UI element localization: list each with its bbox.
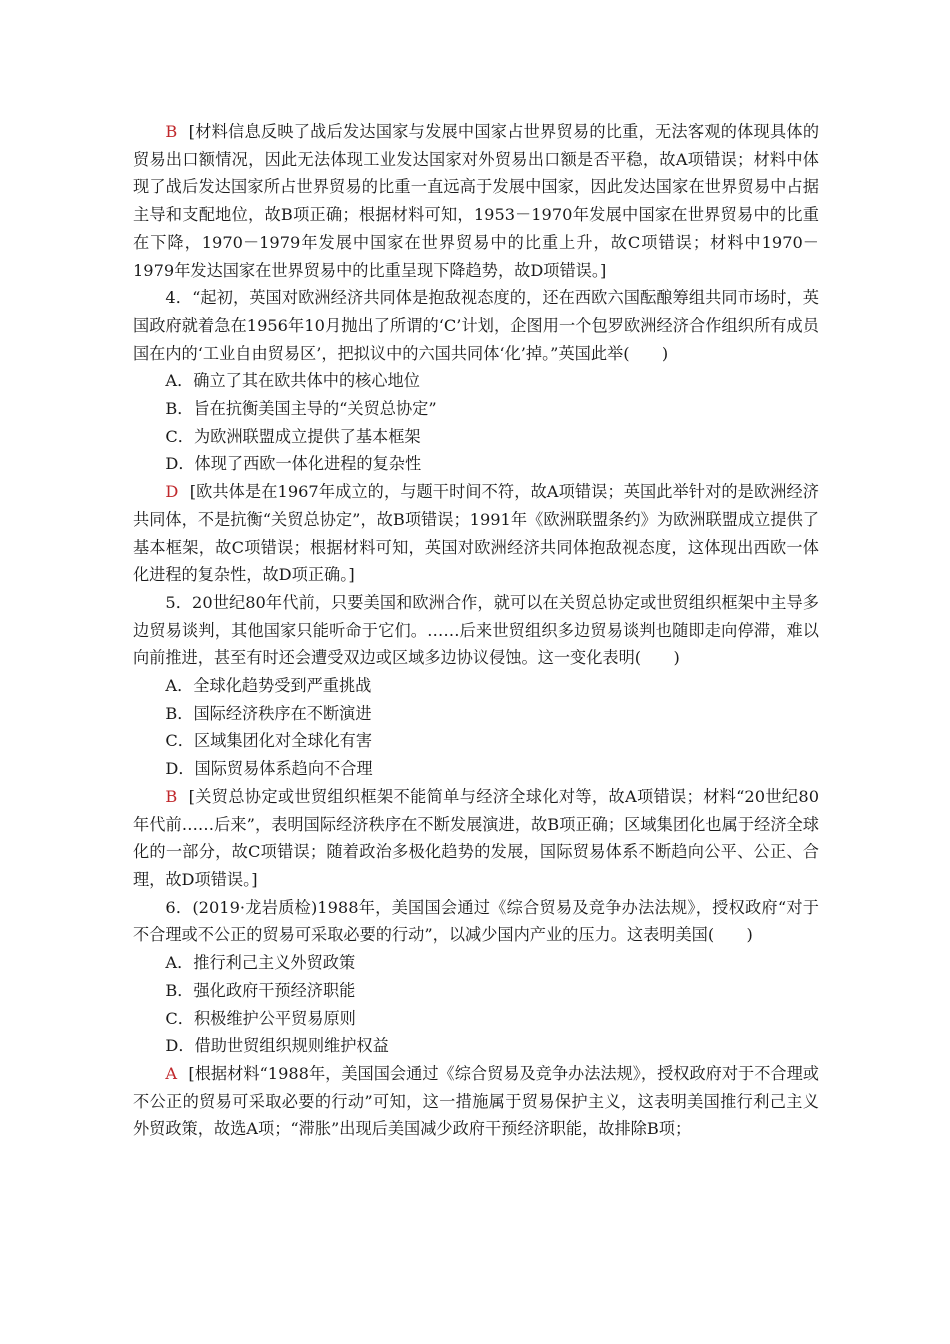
document-page (133, 118, 819, 1143)
question-6-option-b: B．强化政府干预经济职能 (165, 980, 356, 1000)
question-6-option-a: A．推行利己主义外贸政策 (165, 953, 356, 973)
explanation-q5 (133, 783, 819, 894)
explanation-text: [关贸总协定或世贸组织框架不能简单与经济全球化对等，故A项错误；材料“20世纪80年代前……后来”，表明国际经济秩序在不断发展演进，故B项正确；区域集团化也属于经济全球化的一部分，故C项错误；随着政治多极化趋势的发展，国际贸易体系不断趋向公平、公正、合理，故D项错误。] (133, 786, 819, 889)
question-6-option-c: C．积极维护公平贸易原则 (165, 1008, 356, 1028)
question-5-option-c: C．区域集团化对全球化有害 (165, 731, 373, 751)
question-6-option-d: D．借助世贸组织规则维护权益 (165, 1036, 389, 1056)
question-4-option-a: A．确立了其在欧共体中的核心地位 (165, 371, 420, 391)
explanation-q3 (133, 118, 819, 284)
explanation-text: [欧共体是在1967年成立的，与题干时间不符，故A项错误；英国此举针对的是欧洲经济共同体，不是抗衡“关贸总协定”，故B项错误；1991年《欧洲联盟条约》为欧洲联盟成立提供了基本框架，故C项错误；根据材料可知，英国对欧洲经济共同体抱敌视态度，这体现出西欧一体化进程的复杂性，故D项正确。] (133, 482, 819, 585)
question-5-stem: 5．20世纪80年代前，只要美国和欧洲合作，就可以在关贸总协定或世贸组织框架中主导多边贸易谈判，其他国家只能听命于它们。……后来世贸组织多边贸易谈判也随即走向停滞，难以向前推进，甚至有时还会遭受双边或区域多边协议侵蚀。这一变化表明( ) (133, 592, 819, 668)
answer-letter: B (165, 786, 178, 806)
question-5-option-d: D．国际贸易体系趋向不合理 (165, 759, 373, 779)
question-5-option-a: A．全球化趋势受到严重挑战 (165, 676, 372, 696)
question-6-stem: 6．(2019·龙岩质检)1988年，美国国会通过《综合贸易及竞争办法法规》，授权政府“对于不合理或不公正的贸易可采取必要的行动”，以减少国内产业的压力。这表明美国( ) (133, 897, 819, 945)
question-5-option-b: B．国际经济秩序在不断演进 (165, 703, 372, 723)
question-4-option-c: C．为欧洲联盟成立提供了基本框架 (165, 426, 421, 446)
answer-letter: A (165, 1063, 178, 1083)
explanation-q4 (133, 478, 819, 589)
answer-letter: B (165, 122, 178, 141)
question-4-option-b: B．旨在抗衡美国主导的“关贸总协定” (165, 399, 437, 419)
question-4-option-d: D．体现了西欧一体化进程的复杂性 (165, 454, 422, 474)
explanation-q6 (133, 1060, 819, 1143)
question-4-stem: 4．“起初，英国对欧洲经济共同体是抱敌视态度的，还在西欧六国酝酿筹组共同市场时，英国政府就着急在1956年10月抛出了所谓的‘C’计划，企图用一个包罗欧洲经济合作组织所有成员国在内的‘工业自由贸易区’，把拟议中的六国共同体‘化’掉。”英国此举( ) (133, 288, 819, 363)
answer-letter: D (165, 482, 179, 502)
explanation-text: [根据材料“1988年，美国国会通过《综合贸易及竞争办法法规》，授权政府对于不合理或不公正的贸易可采取必要的行动”可知，这一措施属于贸易保护主义，这表明美国推行利己主义外贸政策，故选A项；“滞胀”出现后美国减少政府干预经济职能，故排除B项； (133, 1063, 819, 1139)
explanation-text: [材料信息反映了战后发达国家与发展中国家占世界贸易的比重，无法客观的体现具体的贸易出口额情况，因此无法体现工业发达国家对外贸易出口额是否平稳，故A项错误；材料中体现了战后发达国家所占世界贸易的比重一直远高于发展中国家，因此发达国家在世界贸易中占据主导和支配地位，故B项正确；根据材料可知，1953－1970年发展中国家在世界贸易中的比重在下降，1970－1979年发展中国家在世界贸易中的比重上升，故C项错误；材料中1970－1979年发达国家在世界贸易中的比重呈现下降趋势，故D项错误。] (133, 122, 819, 280)
